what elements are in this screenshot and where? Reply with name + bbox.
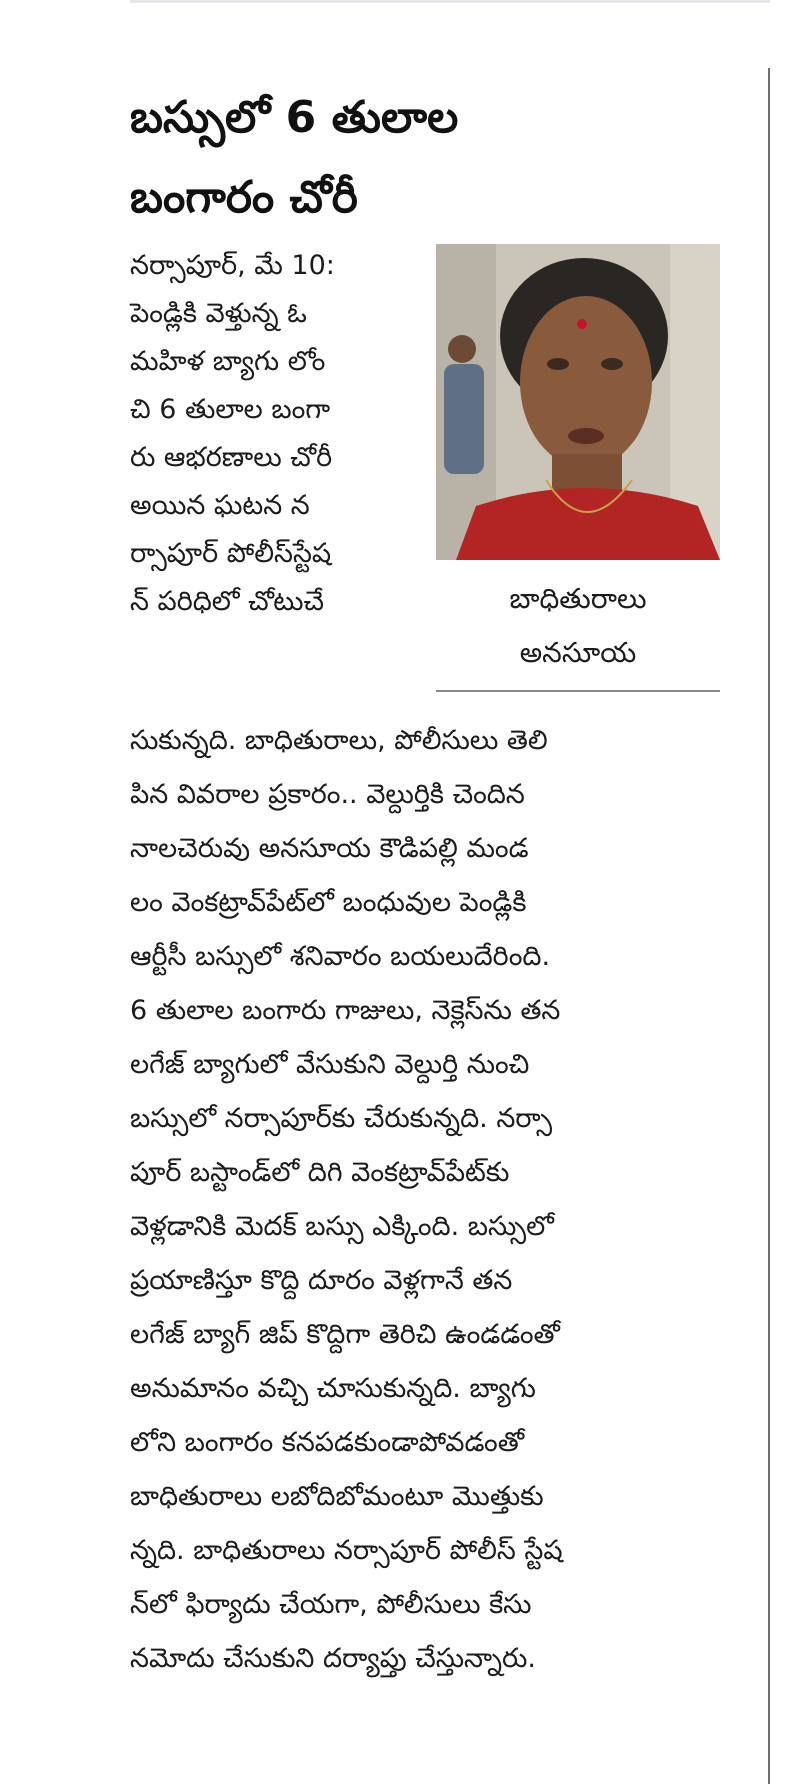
- photo-eye-right: [601, 358, 623, 370]
- body-line: లం వెంకట్రావ్‌పేట్‌లో బంధువుల పెండ్లికి: [130, 887, 527, 918]
- body-line: అనుమానం వచ్చి చూసుకున్నది. బ్యాగు: [130, 1373, 536, 1404]
- body-line: సుకున్నది. బాధితురాలు, పోలీసులు తెలి: [130, 725, 548, 756]
- lede-line: అయిన ఘటన న: [130, 490, 310, 521]
- body-line: లగేజ్ బ్యాగులో వేసుకుని వెల్దుర్తి నుంచి: [130, 1049, 530, 1080]
- article-body: [130, 714, 730, 1686]
- lede-line: నర్సాపూర్, మే 10:: [130, 250, 335, 281]
- caption-line-2: అనసూయ: [519, 636, 637, 669]
- photo-bindi: [577, 319, 587, 329]
- body-line: నమోదు చేసుకుని దర్యాప్తు చేస్తున్నారు.: [130, 1643, 536, 1674]
- body-line: న్‌లో ఫిర్యాదు చేయగా, పోలీసులు కేసు: [130, 1589, 532, 1620]
- lede-line: చి 6 తులాల బంగా: [130, 394, 331, 425]
- caption-line-1: బాధితురాలు: [509, 582, 647, 615]
- body-line: నాలచెరువు అనసూయ కౌడిపల్లి మండ: [130, 833, 529, 864]
- body-line: లోని బంగారం కనపడకుండాపోవడంతో: [130, 1427, 525, 1458]
- body-line: పూర్ బస్టాండ్‌లో దిగి వెంకట్రావ్‌పేట్‌కు: [130, 1157, 510, 1188]
- body-line: 6 తులాల బంగారు గాజులు, నెక్లెస్‌ను తన: [130, 995, 561, 1026]
- article-lede: [130, 242, 420, 626]
- photo-eye-left: [547, 358, 569, 370]
- headline-line-2: బంగారం చోరీ: [130, 172, 358, 223]
- next-article-headline-cropped: [130, 1756, 730, 1784]
- body-line: ఆర్టీసీ బస్సులో శనివారం బయలుదేరింది.: [130, 941, 551, 972]
- headline-line-1: బస్సులో 6 తులాల: [130, 92, 459, 143]
- body-line: పిన వివరాల ప్రకారం.. వెల్దుర్తికి చెందిన: [130, 779, 525, 810]
- caption-underline-rule: [436, 690, 720, 692]
- body-line: బాధితురాలు లబోదిబోమంటూ మొత్తుకు: [130, 1481, 544, 1512]
- column-divider-rule: [768, 68, 770, 1784]
- lede-line: న్ పరిధిలో చోటుచే: [130, 586, 324, 617]
- lede-line: మహిళ బ్యాగు లోం: [130, 346, 326, 377]
- lede-line: ర్సాపూర్ పోలీస్‌స్టేష: [130, 538, 332, 569]
- body-line: వెళ్లడానికి మెదక్ బస్సు ఎక్కింది. బస్సులో: [130, 1211, 554, 1242]
- victim-photo: [436, 244, 720, 560]
- body-line: బస్సులో నర్సాపూర్‌కు చేరుకున్నది. నర్సా: [130, 1103, 553, 1134]
- victim-portrait-image: [436, 244, 720, 560]
- body-line: న్నది. బాధితురాలు నర్సాపూర్ పోలీస్ స్టేష: [130, 1535, 563, 1566]
- article-headline: [130, 78, 730, 238]
- photo-caption: [436, 572, 720, 680]
- top-border-rule: [130, 0, 770, 3]
- lede-line: రు ఆభరణాలు చోరీ: [130, 442, 333, 473]
- photo-mouth: [568, 428, 604, 444]
- photo-bystander-head: [448, 335, 476, 363]
- body-line: లగేజ్ బ్యాగ్ జిప్ కొద్దిగా తెరిచి ఉండడంతో: [130, 1319, 560, 1350]
- body-line: ప్రయాణిస్తూ కొద్ది దూరం వెళ్లగానే తన: [130, 1265, 513, 1296]
- lede-line: పెండ్లికి వెళ్తున్న ఓ: [130, 298, 307, 329]
- photo-bystander: [444, 364, 484, 474]
